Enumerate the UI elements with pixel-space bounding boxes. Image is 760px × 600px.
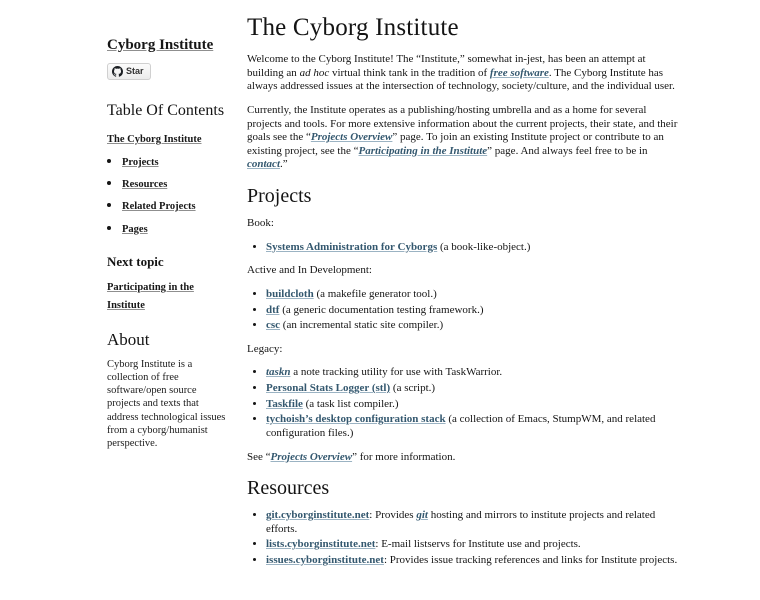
legacy-projects-list (247, 366, 679, 440)
github-star-label: Star (126, 66, 144, 76)
inline-link[interactable]: Systems Administration for Cyborgs (266, 240, 438, 253)
list-item: • lists.cyborginstitute.net: E-mail listservs for Institute use and projects. (266, 538, 679, 552)
list-item: • Systems Administration for Cyborgs (a book-like-object.) (266, 241, 679, 255)
inline-link[interactable]: Taskfile (266, 397, 303, 410)
inline-link[interactable]: Projects Overview (270, 450, 353, 463)
page-title: The Cyborg Institute (247, 14, 459, 41)
toc-item-link-pages[interactable]: Pages (122, 223, 148, 235)
toc-item (122, 218, 231, 237)
inline-link[interactable]: contact (247, 158, 280, 171)
emphasis-text: ad hoc (299, 66, 330, 79)
inline-link[interactable]: lists.cyborginstitute.net (266, 538, 376, 551)
toc-root-link[interactable]: The Cyborg Institute (107, 134, 202, 145)
toc-item-link-related-projects[interactable]: Related Projects (122, 201, 196, 213)
inline-link[interactable]: buildcloth (266, 287, 314, 300)
list-item: • Taskfile (a task list compiler.) (266, 398, 679, 412)
toc-root (107, 129, 231, 147)
see-more-note: See “Projects Overview” for more information. (247, 450, 456, 463)
list-item: • Personal Stats Logger (stl) (a script.) (266, 382, 679, 396)
github-icon (112, 66, 123, 77)
toc-list (107, 151, 231, 237)
list-item: • dtf (a generic documentation testing framework.) (266, 304, 679, 318)
list-item: • git.cyborginstitute.net: Provides git hosting and mirrors to institute projects and related efforts. (266, 509, 679, 536)
book-list (247, 241, 679, 255)
list-item: • taskn a note tracking utility for use with TaskWarrior. (266, 366, 679, 380)
list-item: • buildcloth (a makefile generator tool.) (266, 288, 679, 302)
resources-list (247, 509, 679, 568)
resources-heading: Resources (247, 477, 330, 500)
list-item: • issues.cyborginstitute.net: Provides issue tracking references and links for Institute projects. (266, 554, 679, 568)
next-topic (107, 277, 231, 313)
inline-link[interactable]: issues.cyborginstitute.net (266, 554, 384, 566)
next-topic-heading: Next topic (107, 253, 164, 269)
group-label-active: Active and In Development: (247, 264, 372, 277)
toc-item-link-resources[interactable]: Resources (122, 179, 168, 191)
inline-link[interactable]: csc (266, 319, 281, 332)
inline-link[interactable]: free software (489, 66, 549, 79)
inline-link[interactable]: tychoish’s desktop configuration stack (266, 413, 446, 426)
next-topic-link[interactable]: Participating in the Institute (107, 281, 194, 311)
sidebar-site-title (107, 36, 231, 54)
toc-item (122, 151, 231, 170)
toc-item-link-projects[interactable]: Projects (122, 157, 159, 168)
intro-paragraph-1: Welcome to the Cyborg Institute! The “Institute,” somewhat in-jest, has been an attempt at building an ad hoc virtual think tank in the tradition of free software. The Cyborg Institute has always addressed issues at the intersection of technology, society/culture, and the individual user. (247, 53, 675, 93)
inline-link[interactable]: git.cyborginstitute.net (266, 509, 370, 522)
list-item: • csc (an incremental static site compiler.) (266, 319, 679, 333)
toc-item (122, 195, 231, 214)
inline-link[interactable]: Personal Stats Logger (stl) (266, 382, 391, 394)
active-projects-list (247, 288, 679, 333)
toc-item (122, 173, 231, 192)
inline-link[interactable]: Projects Overview (310, 131, 393, 144)
group-label-book: Book: (247, 217, 274, 229)
inline-link[interactable]: git (416, 509, 428, 522)
sidebar-site-title-link[interactable]: Cyborg Institute (107, 37, 214, 53)
intro-paragraph-2: Currently, the Institute operates as a publishing/hosting umbrella and as a home for several projects and tools. For more extensive information about the current projects, their state, and their goals see the “Projects Overview” page. To join an existing Institute project or contribute to an existing project, see the “Participating in the Institute” page. And always feel free to be in contact.” (247, 103, 678, 171)
inline-link[interactable]: dtf (266, 303, 280, 316)
about-text: Cyborg Institute is a collection of free software/open source projects and texts that address technological issues from a cyborg/humanist perspective. (107, 358, 226, 450)
document-body (247, 10, 679, 578)
inline-link[interactable]: Participating in the Institute (358, 144, 488, 157)
github-star-button[interactable] (107, 63, 151, 80)
list-item: • tychoish’s desktop configuration stack (a collection of Emacs, StumpWM, and related configuration files.) (266, 413, 679, 440)
about-heading: About (107, 329, 150, 349)
toc-heading: Table Of Contents (107, 102, 225, 119)
group-label-legacy: Legacy: (247, 342, 283, 355)
sidebar (107, 36, 231, 450)
projects-heading: Projects (247, 185, 312, 207)
inline-link[interactable]: taskn (266, 366, 291, 379)
